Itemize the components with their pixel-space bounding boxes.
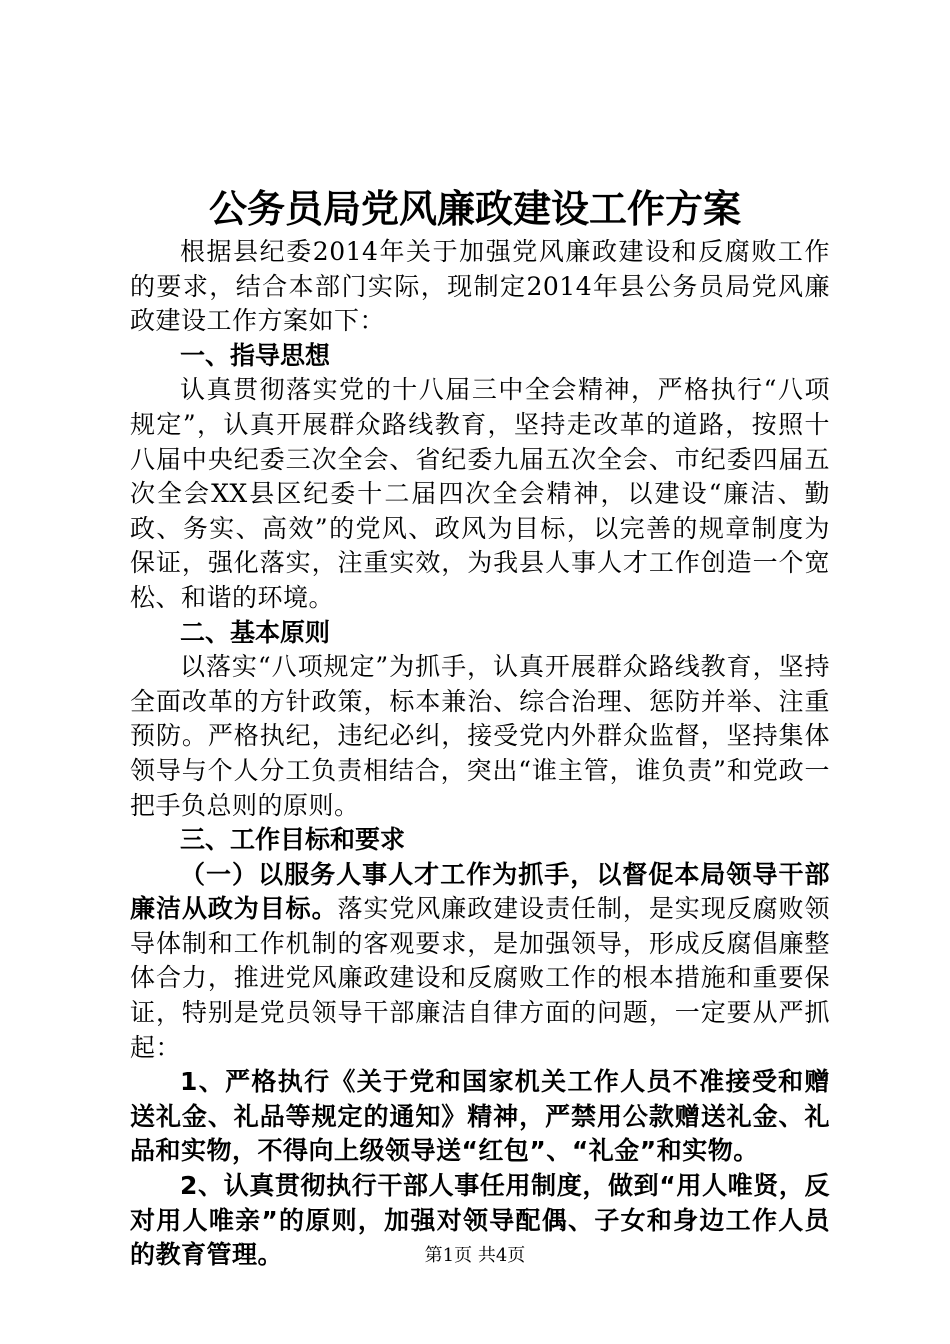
section-heading-goals-requirements: 三、工作目标和要求: [180, 825, 406, 855]
subsection-heading-1: （一）以服务人事人才工作为抓手，以督促本局领导干部廉洁从政为目标。: [130, 859, 830, 924]
subsection-paragraph-1: [130, 858, 830, 1066]
list-item-1: 1、严格执行《关于党和国家机关工作人员不准接受和赠送礼金、礼品等规定的通知》精神，严禁用公款赠送礼金、礼品和实物，不得向上级领导送“红包”、“礼金”和实物。: [130, 1067, 830, 1166]
page-footer: 第1页 共4页: [424, 1245, 526, 1266]
document-title: 公务员局党风廉政建设工作方案: [208, 187, 741, 231]
list-item-2: 2、认真贯彻执行干部人事任用制度，做到“用人唯贤，反对用人唯亲”的原则，加强对领导配偶、子女和身边工作人员的教育管理。: [130, 1171, 830, 1270]
section-heading-basic-principles: 二、基本原则: [180, 617, 331, 647]
document-body: [130, 235, 830, 1273]
section-heading-guiding-thought: 一、指导思想: [180, 340, 331, 370]
section-text-basic-principles: 以落实“八项规定”为抓手，认真开展群众路线教育，坚持全面改革的方针政策，标本兼治、综合治理、惩防并举、注重预防。严格执纪，违纪必纠，接受党内外群众监督，坚持集体领导与个人分工负责相结合，突出“谁主管，谁负责”和党政一把手负总则的原则。: [130, 652, 830, 820]
section-text-guiding-thought: 认真贯彻落实党的十八届三中全会精神，严格执行“八项规定”，认真开展群众路线教育，坚持走改革的道路，按照十八届中央纪委三次全会、省纪委九届五次全会、市纪委四届五次全会XX县区纪委十二届四次全会精神，以建设“廉洁、勤政、务实、高效”的党风、政风为目标，以完善的规章制度为保证，强化落实，注重实效，为我县人事人才工作创造一个宽松、和谐的环境。: [130, 375, 830, 612]
subsection-text-1: 落实党风廉政建设责任制，是实现反腐败领导体制和工作机制的客观要求，是加强领导，形成反腐倡廉整体合力，推进党风廉政建设和反腐败工作的根本措施和重要保证，特别是党员领导干部廉洁自律方面的问题，一定要从严抓起：: [130, 894, 830, 1062]
intro-paragraph: 根据县纪委2014年关于加强党风廉政建设和反腐败工作的要求，结合本部门实际，现制定2014年县公务员局党风廉政建设工作方案如下：: [130, 237, 830, 336]
